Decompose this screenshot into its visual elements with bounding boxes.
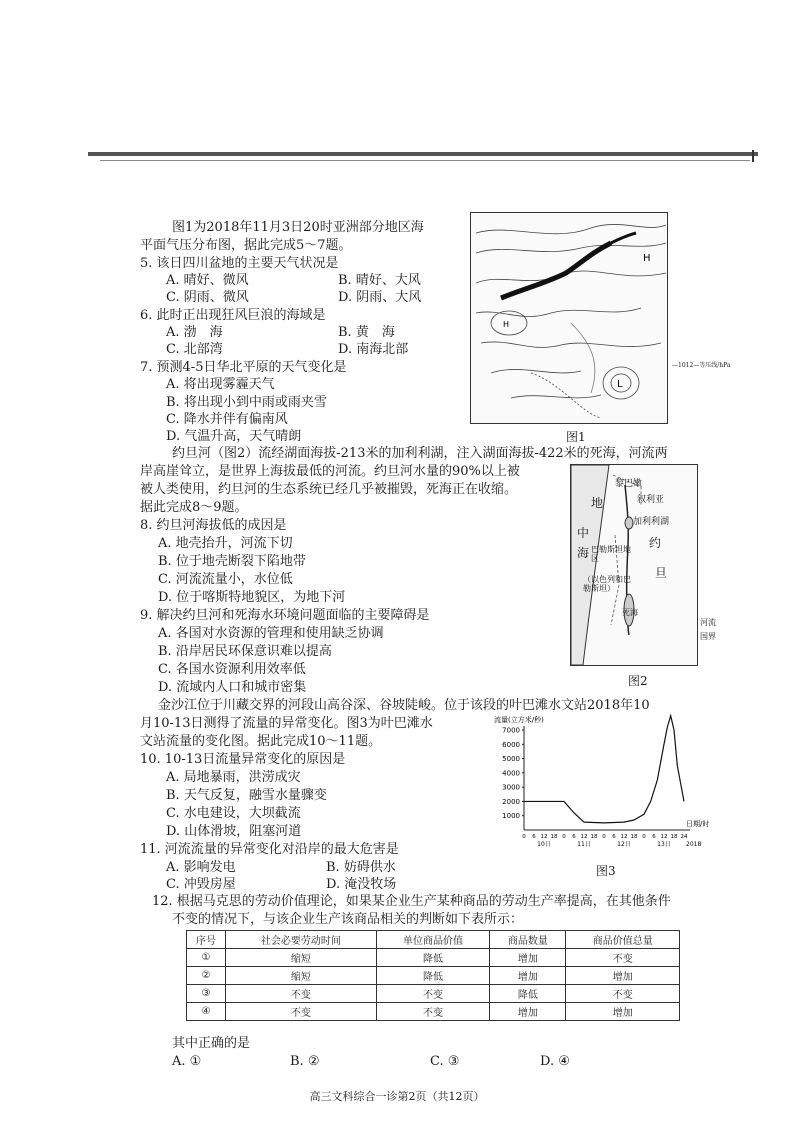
x-tick-label: 0 — [602, 834, 606, 840]
q10-option-d[interactable]: D. 山体滑坡，阻塞河道 — [166, 824, 302, 839]
table-cell: 不变 — [376, 1003, 489, 1021]
header-rule-thin — [100, 160, 750, 161]
y-tick-label: 3000 — [502, 783, 520, 792]
x-tick-label: 18 — [590, 834, 598, 840]
intro2-line2: 岸高崖耸立，是世界上海拔最低的河流。约旦河水量的90%以上被 — [140, 464, 520, 479]
table-cell: 降低 — [376, 949, 489, 967]
q11-stem: 11. 河流流量的异常变化对沿岸的最大危害是 — [140, 842, 399, 857]
q5-option-b[interactable]: B. 晴好、大风 — [338, 273, 421, 288]
intro3-line2: 月10-13日测得了流量的异常变化。图3为叶巴滩水 — [140, 716, 433, 731]
q12-option-b[interactable]: B. ② — [290, 1054, 320, 1069]
y-tick-label: 5000 — [502, 755, 520, 764]
map-label-israel-palestine: （以色列和巴勒斯坦） — [583, 575, 631, 593]
q7-stem: 7. 预测4-5日华北平原的天气变化是 — [140, 360, 347, 375]
q10-option-c[interactable]: C. 水电建设，大坝截流 — [166, 806, 301, 821]
table-row — [187, 949, 680, 967]
q6-stem: 6. 此时正出现狂风巨浪的海域是 — [140, 308, 326, 323]
table-row — [187, 967, 680, 985]
table-cell: ① — [187, 949, 226, 967]
table-cell: 缩短 — [226, 967, 377, 985]
q12-option-c[interactable]: C. ③ — [430, 1054, 460, 1069]
x-tick-label: 12 — [660, 834, 668, 840]
table-row — [187, 1003, 680, 1021]
map-label-hai: 海 — [577, 546, 590, 560]
q6-option-c[interactable]: C. 北部湾 — [166, 342, 223, 357]
x-tick-label: 12 — [540, 834, 548, 840]
intro2-line3: 被人类使用，约旦河的生态系统已经几乎被摧毁，死海正在收缩。 — [140, 482, 518, 497]
y-axis-label: 流量(立方米/秒) — [494, 716, 544, 724]
x-axis-label: 日期/时 — [686, 820, 710, 828]
q5-option-d[interactable]: D. 阴雨、大风 — [338, 290, 422, 305]
map-label-di: 地 — [591, 496, 604, 510]
table-row — [187, 985, 680, 1003]
q12-stem-line2: 不变的情况下，与该企业生产该商品相关的判断如下表所示： — [172, 912, 524, 927]
intro1-line2: 平面气压分布图，据此完成5～7题。 — [140, 238, 352, 253]
figure3-caption: 图3 — [596, 864, 616, 878]
low-pressure-label: L — [617, 379, 623, 390]
map-label-dead-sea: 死海 — [622, 608, 638, 617]
page-footer: 高三文科综合一诊第2页（共12页） — [309, 1090, 485, 1103]
table-cell: 不变 — [566, 949, 680, 967]
q11-option-a[interactable]: A. 影响发电 — [166, 860, 236, 875]
table-cell: ③ — [187, 985, 226, 1003]
table-cell: 降低 — [490, 985, 566, 1003]
high-pressure-label-1: H — [643, 253, 651, 264]
q5-option-c[interactable]: C. 阴雨、微风 — [166, 290, 249, 305]
table-header-cell: 序号 — [187, 931, 226, 949]
intro1-line1: 图1为2018年11月3日20时亚洲部分地区海 — [172, 220, 424, 235]
figure3-flow-chart — [480, 712, 710, 862]
table-cell: 增加 — [490, 1003, 566, 1021]
table-cell: 增加 — [566, 1003, 680, 1021]
map-label-zhong: 中 — [577, 526, 590, 540]
map-label-yue: 约 — [649, 536, 662, 550]
table-cell: 不变 — [376, 985, 489, 1003]
q10-option-a[interactable]: A. 局地暴雨，洪涝成灾 — [166, 770, 301, 785]
q12-option-d[interactable]: D. ④ — [540, 1054, 570, 1069]
table-cell: 缩短 — [226, 949, 377, 967]
q9-option-b[interactable]: B. 沿岸居民环保意识难以提高 — [158, 644, 332, 659]
q9-stem: 9. 解决约旦河和死海水环境问题面临的主要障碍是 — [140, 608, 430, 623]
x-tick-label: 12 — [620, 834, 628, 840]
q9-option-d[interactable]: D. 流域内人口和城市密集 — [158, 680, 307, 695]
table-cell: 不变 — [226, 1003, 377, 1021]
figure1-isobar-map — [470, 212, 668, 424]
x-tick-label: 0 — [642, 834, 646, 840]
table-cell: ② — [187, 967, 226, 985]
q8-option-a[interactable]: A. 地壳抬升，河流下切 — [158, 536, 293, 551]
table-cell: 增加 — [566, 967, 680, 985]
q7-option-c[interactable]: C. 降水并伴有偏南风 — [166, 412, 288, 427]
flow-series-line — [524, 716, 684, 823]
x-tick-label: 0 — [562, 834, 566, 840]
x-tick-label: 6 — [612, 834, 616, 840]
x-unit-note: 2018 — [686, 841, 702, 848]
map-label-palestine: 巴勒斯坦地区 — [591, 545, 631, 563]
isobar-map-drawing — [471, 213, 667, 423]
table-header-cell: 单位商品价值 — [376, 931, 489, 949]
map-label-galilee: 加利利湖 — [633, 517, 670, 527]
table-header-cell: 商品数量 — [490, 931, 566, 949]
q12-stem-line1: 12. 根据马克思的劳动价值理论，如果某企业生产某种商品的劳动生产率提高，在其他条件 — [152, 894, 671, 909]
q11-option-c[interactable]: C. 冲毁房屋 — [166, 877, 236, 892]
y-tick-label: 6000 — [502, 740, 520, 749]
x-tick-label: 6 — [652, 834, 656, 840]
table-header-cell: 社会必要劳动时间 — [226, 931, 377, 949]
figure2-legend-river: 河流 — [700, 618, 716, 627]
figure2-caption: 图2 — [628, 674, 648, 688]
q9-option-c[interactable]: C. 各国水资源利用效率低 — [158, 662, 306, 677]
x-tick-label: 18 — [670, 834, 678, 840]
map-label-syria: 叙利亚 — [637, 495, 665, 505]
x-tick-label: 0 — [522, 834, 526, 840]
y-tick-label: 7000 — [502, 726, 520, 735]
figure1-legend: —1012—等压线/hPa — [672, 362, 731, 369]
q10-option-b[interactable]: B. 天气反复，融雪水量骤变 — [166, 788, 327, 803]
q8-option-d[interactable]: D. 位于喀斯特地貌区，为地下河 — [158, 590, 346, 605]
q12-option-a[interactable]: A. ① — [172, 1054, 202, 1069]
q7-option-a[interactable]: A. 将出现雾霾天气 — [166, 377, 275, 392]
figure2-jordan-map — [570, 464, 698, 666]
x-tick-label: 18 — [550, 834, 558, 840]
day-label: 12日 — [617, 841, 631, 848]
table-cell: 不变 — [566, 985, 680, 1003]
q5-stem: 5. 该日四川盆地的主要天气状况是 — [140, 256, 339, 271]
day-label: 11日 — [577, 841, 591, 848]
table-header-cell: 商品价值总量 — [566, 931, 680, 949]
q10-stem: 10. 10-13日流量异常变化的原因是 — [140, 752, 346, 767]
q7-option-d[interactable]: D. 气温升高，天气晴朗 — [166, 429, 302, 444]
table-cell: 不变 — [226, 985, 377, 1003]
jordan-map-drawing — [571, 465, 697, 665]
x-tick-label: 18 — [630, 834, 638, 840]
map-label-lebanon: 黎巴嫩 — [615, 479, 643, 489]
day-label: 10日 — [537, 841, 551, 848]
x-tick-label: 12 — [580, 834, 588, 840]
q6-option-b[interactable]: B. 黄 海 — [338, 325, 395, 340]
q8-stem: 8. 约旦河海拔低的成因是 — [140, 518, 287, 533]
x-tick-label: 6 — [532, 834, 536, 840]
intro3-line3: 文站流量的变化图。据此完成10～11题。 — [140, 734, 382, 749]
intro3-line1: 金沙江位于川藏交界的河段山高谷深、谷坡陡峻。位于该段的叶巴滩水文站2018年10 — [158, 698, 650, 713]
table-cell: 降低 — [376, 967, 489, 985]
figure2-legend-border: 国界 — [700, 632, 716, 641]
day-label: 13日 — [657, 841, 671, 848]
q6-option-a[interactable]: A. 渤 海 — [166, 325, 223, 340]
x-tick-label: 6 — [572, 834, 576, 840]
y-tick-label: 2000 — [502, 797, 520, 806]
x-tick-label: 24 — [680, 834, 688, 840]
q7-option-b[interactable]: B. 将出现小到中雨或雨夹雪 — [166, 395, 327, 410]
q8-option-b[interactable]: B. 位于地壳断裂下陷地带 — [158, 554, 306, 569]
q6-option-d[interactable]: D. 南海北部 — [338, 342, 409, 357]
q12-judgement-table — [186, 930, 680, 1021]
q12-conclusion: 其中正确的是 — [172, 1036, 251, 1051]
header-rule — [88, 152, 758, 156]
y-tick-label: 4000 — [502, 769, 520, 778]
high-pressure-label-2: H — [503, 320, 510, 329]
q5-option-a[interactable]: A. 晴好、微风 — [166, 273, 249, 288]
q9-option-a[interactable]: A. 各国对水资源的管理和使用缺乏协调 — [158, 626, 384, 641]
intro2-line4: 据此完成8～9题。 — [140, 500, 248, 515]
intro2-line1: 约旦河（图2）流经湖面海拔-213米的加利利湖，注入湖面海拔-422米的死海，河流两 — [172, 446, 668, 461]
table-cell: ④ — [187, 1003, 226, 1021]
table-cell: 增加 — [490, 967, 566, 985]
table-cell: 增加 — [490, 949, 566, 967]
figure1-caption: 图1 — [566, 430, 586, 444]
q11-option-b[interactable]: B. 妨碍供水 — [326, 860, 396, 875]
map-label-dan: 旦 — [655, 566, 668, 580]
q11-option-d[interactable]: D. 淹没牧场 — [326, 877, 397, 892]
header-tick — [752, 150, 754, 162]
q8-option-c[interactable]: C. 河流流量小，水位低 — [158, 572, 293, 587]
table-header-row — [187, 931, 680, 949]
y-tick-label: 1000 — [502, 812, 520, 821]
